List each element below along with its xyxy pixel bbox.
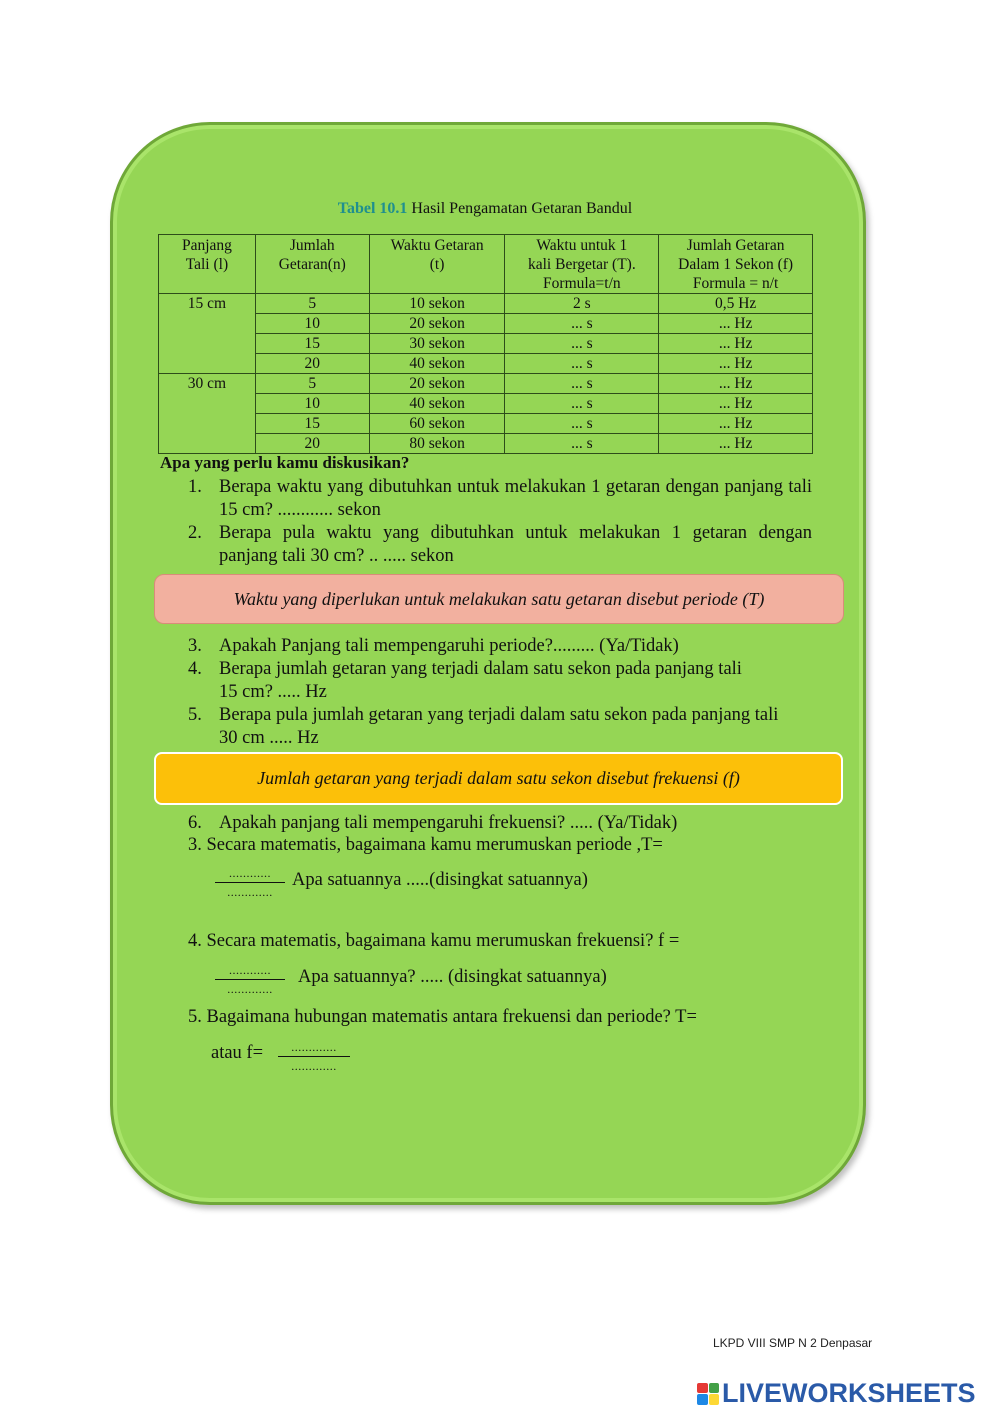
period-symbol: T (748, 588, 759, 609)
math-question-3: 3. Secara matematis, bagaimana kamu merumuskan periode ,T= (188, 835, 663, 855)
question-3-text: Apakah Panjang tali mempengaruhi periode?......... (Ya/Tidak) (219, 636, 679, 656)
count-cell: 20 (255, 434, 369, 454)
question-4-text: Berapa jumlah getaran yang terjadi dalam satu sekon pada panjang tali 15 cm? ..... Hz (219, 659, 742, 702)
question-6-text: Apakah panjang tali mempengaruhi frekuensi? ..... (Ya/Tidak) (219, 813, 678, 833)
question-list-a (188, 476, 812, 568)
time-cell: 40 sekon (369, 354, 505, 374)
liveworksheets-brand[interactable] (697, 1378, 976, 1409)
question-list-b (188, 635, 812, 750)
observation-table (158, 234, 813, 454)
count-cell: 10 (255, 314, 369, 334)
question-5-text: Berapa pula jumlah getaran yang terjadi dalam satu sekon pada panjang tali 30 cm ..... Hz (219, 705, 779, 748)
frequency-cell[interactable]: ... Hz (659, 334, 813, 354)
question-5: 5. Berapa pula jumlah getaran yang terjadi dalam satu sekon pada panjang tali 30 cm ..... Hz (188, 704, 812, 750)
relation-formula-fraction[interactable]: ............. ............. (278, 1040, 350, 1074)
header-count: Jumlah Getaran(n) (255, 235, 369, 294)
time-cell: 80 sekon (369, 434, 505, 454)
question-4: 4. Berapa jumlah getaran yang terjadi dalam satu sekon pada panjang tali 15 cm? ..... Hz (188, 658, 812, 704)
footer-caption: LKPD VIII SMP N 2 Denpasar (713, 1336, 873, 1350)
table-row (159, 294, 813, 314)
question-2-text: Berapa pula waktu yang dibutuhkan untuk melakukan 1 getaran dengan panjang tali 30 cm? .. ..... sekon (219, 523, 812, 566)
header-period: Waktu untuk 1 kali Bergetar (T). Formula=t/n (505, 235, 659, 294)
question-2: 2. Berapa pula waktu yang dibutuhkan untuk melakukan 1 getaran dengan panjang tali 30 cm? .. ..... sekon (188, 523, 812, 566)
period-definition-box: Waktu yang diperlukan untuk melakukan satu getaran disebut periode ( T ) (154, 574, 844, 624)
logo-square (709, 1394, 720, 1405)
table-row (159, 374, 813, 394)
frequency-formula-fraction[interactable]: ............ ............. (215, 963, 285, 997)
frequency-cell[interactable]: ... Hz (659, 434, 813, 454)
table-title (110, 200, 860, 218)
brand-wordmark: LIVEWORKSHEETS (722, 1378, 976, 1408)
time-cell: 30 sekon (369, 334, 505, 354)
count-cell: 20 (255, 354, 369, 374)
table-row (159, 434, 813, 454)
header-length: Panjang Tali (l) (159, 235, 256, 294)
discussion-heading: Apa yang perlu kamu diskusikan? (160, 453, 410, 472)
count-cell: 15 (255, 414, 369, 434)
period-cell[interactable]: ... s (505, 414, 659, 434)
table-number: Tabel 10.1 (337, 200, 408, 217)
count-cell: 5 (255, 294, 369, 314)
count-cell: 10 (255, 394, 369, 414)
logo-square (709, 1383, 720, 1394)
question-6: 6. Apakah panjang tali mempengaruhi frekuensi? ..... (Ya/Tidak) (188, 812, 812, 835)
logo-square (697, 1394, 708, 1405)
table-caption: Hasil Pengamatan Getaran Bandul (411, 200, 633, 217)
liveworksheets-logo-icon (697, 1383, 719, 1405)
question-1-text: Berapa waktu yang dibutuhkan untuk melakukan 1 getaran dengan panjang tali 15 cm? ............ sekon (219, 477, 812, 520)
count-cell: 15 (255, 334, 369, 354)
table-row (159, 394, 813, 414)
header-frequency: Jumlah Getaran Dalam 1 Sekon (f) Formula = n/t (659, 235, 813, 294)
frequency-cell[interactable]: ... Hz (659, 354, 813, 374)
period-cell[interactable]: ... s (505, 354, 659, 374)
math-question-4-unit: Apa satuannya? ..... (disingkat satuannya) (298, 967, 607, 987)
period-cell[interactable]: ... s (505, 394, 659, 414)
time-cell: 10 sekon (369, 294, 505, 314)
period-cell[interactable]: ... s (505, 434, 659, 454)
header-time: Waktu Getaran (t) (369, 235, 505, 294)
logo-square (697, 1383, 708, 1394)
period-cell[interactable]: ... s (505, 314, 659, 334)
math-question-3-unit: Apa satuannya .....(disingkat satuannya) (292, 870, 588, 890)
period-cell: 2 s (505, 294, 659, 314)
math-question-4: 4. Secara matematis, bagaimana kamu merumuskan frekuensi? f = (188, 931, 680, 951)
table-row (159, 414, 813, 434)
question-1: 1. Berapa waktu yang dibutuhkan untuk melakukan 1 getaran dengan panjang tali 15 cm? ............ sekon (188, 477, 812, 520)
length-cell: 30 cm (159, 374, 256, 454)
frequency-cell[interactable]: ... Hz (659, 374, 813, 394)
count-cell: 5 (255, 374, 369, 394)
question-list-c (188, 812, 812, 835)
frequency-cell: 0,5 Hz (659, 294, 813, 314)
table-row (159, 354, 813, 374)
length-cell: 15 cm (159, 294, 256, 374)
frequency-cell[interactable]: ... Hz (659, 414, 813, 434)
frequency-cell[interactable]: ... Hz (659, 394, 813, 414)
time-cell: 60 sekon (369, 414, 505, 434)
time-cell: 40 sekon (369, 394, 505, 414)
frequency-definition-box: Jumlah getaran yang terjadi dalam satu sekon disebut frekuensi ( f ) (154, 752, 843, 805)
math-question-5: 5. Bagaimana hubungan matematis antara frekuensi dan periode? T= (188, 1007, 697, 1027)
table-row (159, 334, 813, 354)
math-question-5-prefix: atau f= (211, 1043, 264, 1063)
period-cell[interactable]: ... s (505, 374, 659, 394)
period-formula-fraction[interactable]: ............ ............. (215, 866, 285, 900)
question-3: 3. Apakah Panjang tali mempengaruhi periode?......... (Ya/Tidak) (188, 635, 812, 658)
table-row (159, 314, 813, 334)
frequency-cell[interactable]: ... Hz (659, 314, 813, 334)
period-cell[interactable]: ... s (505, 334, 659, 354)
time-cell: 20 sekon (369, 314, 505, 334)
table-header-row (159, 235, 813, 294)
time-cell: 20 sekon (369, 374, 505, 394)
frequency-symbol: f (728, 768, 734, 788)
